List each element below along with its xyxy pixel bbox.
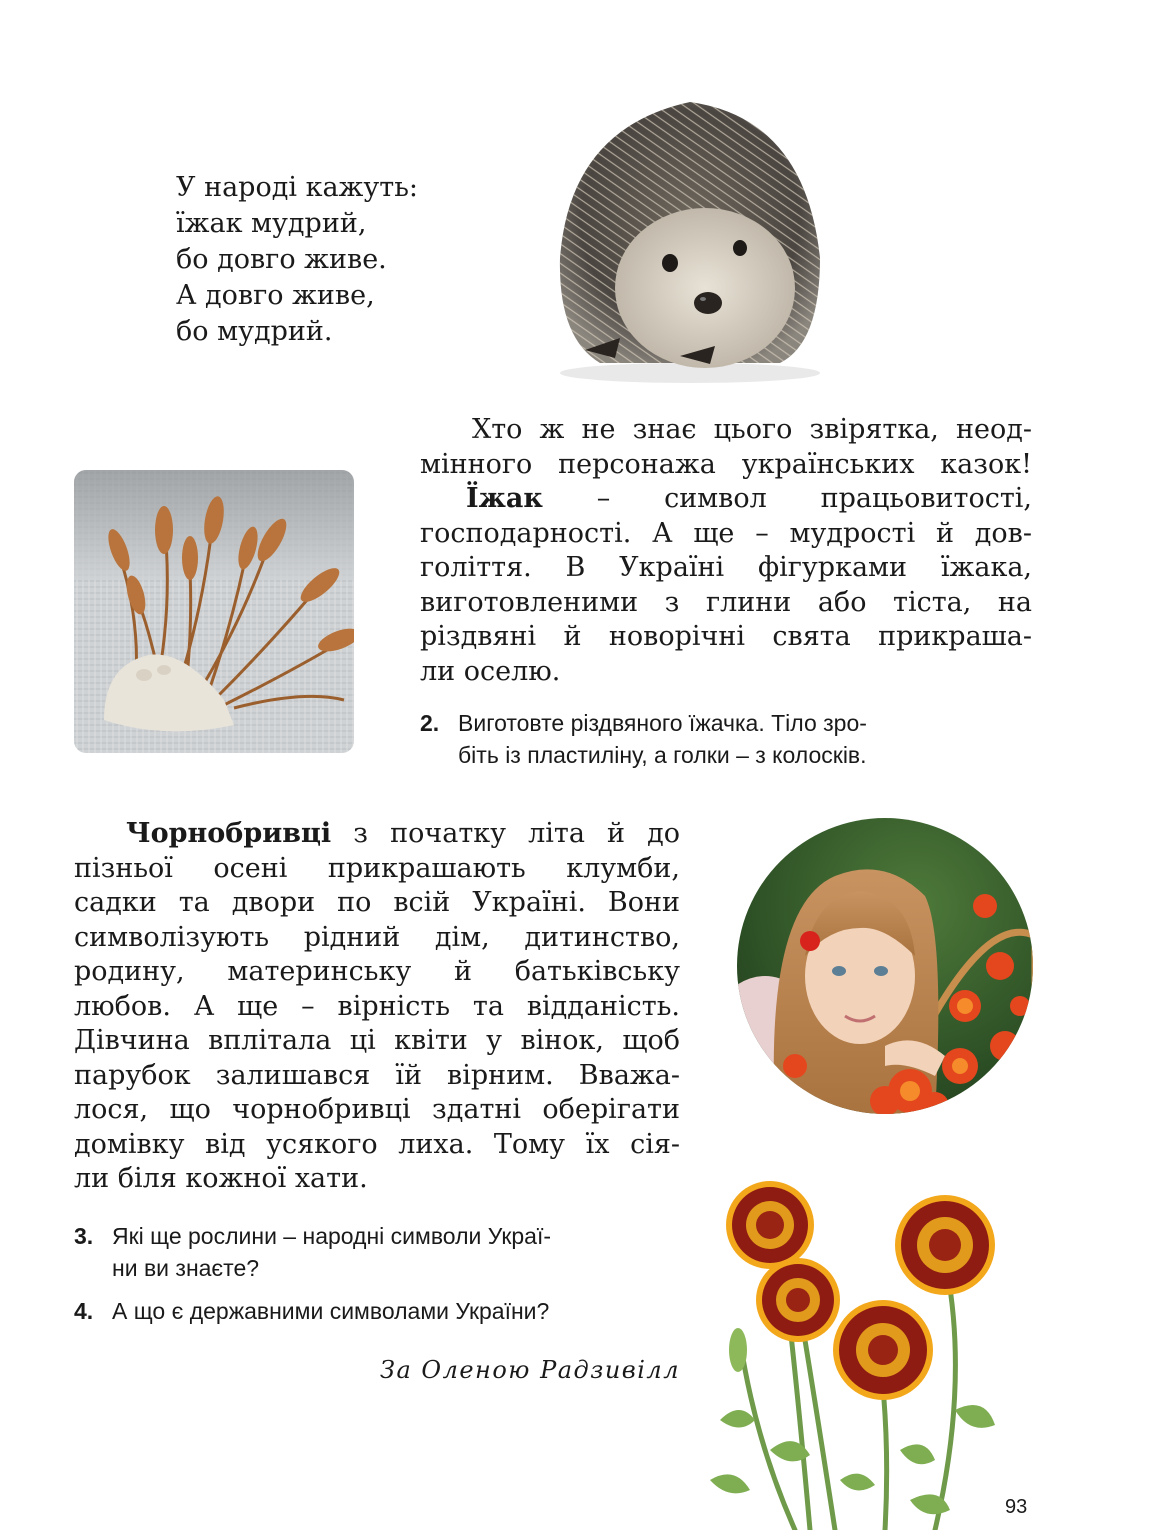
- author-attribution: За Оленою Радзивілл: [380, 1356, 680, 1384]
- marigold-flower: [726, 1181, 814, 1269]
- paragraph-line: любов. А ще – вірність та відданість.: [74, 990, 680, 1022]
- task-2: [420, 707, 1020, 771]
- paragraph-line: ли оселю.: [420, 655, 561, 687]
- proverb-line: бо довго живе.: [176, 244, 387, 275]
- paragraph-line: парубок залишався їй вірним. Вважа-: [74, 1059, 680, 1091]
- paragraph-line: виготовленими з глини або тіста, на: [420, 586, 1032, 618]
- paragraph-line: лося, що чорнобривці здатні оберігати: [74, 1094, 680, 1125]
- paragraph-line: голіття. В Україні фігурками їжака,: [420, 552, 1032, 583]
- bold-term-hedgehog: Їжак: [466, 483, 543, 514]
- proverb-line: бо мудрий.: [176, 316, 333, 347]
- wheat-hedgehog-photo: [74, 470, 354, 753]
- task-number: 2.: [420, 710, 440, 736]
- paragraph-line: пізньої осені прикрашають клумби,: [74, 852, 680, 884]
- task-line: А що є державними символами України?: [112, 1298, 550, 1324]
- bold-term-marigolds: Чорнобривці: [126, 818, 332, 849]
- proverb: [176, 170, 418, 350]
- marigold-flower: [833, 1300, 933, 1400]
- page-number: 93: [1005, 1496, 1028, 1518]
- paragraph-line: [420, 482, 1032, 517]
- task-line: Виготовте різдвяного їжачка. Тіло зро-: [458, 710, 867, 736]
- marigold-flowers-illustration: [700, 1180, 1030, 1530]
- paragraph-line: мінного персонажа українських казок!: [420, 448, 1032, 480]
- task-line: ни ви знаєте?: [112, 1255, 260, 1281]
- paragraph-line: символізують рідний дім, дитинство,: [74, 921, 680, 953]
- task-3: [74, 1220, 684, 1284]
- paragraph-line: Дівчина вплітала ці квіти у вінок, щоб: [74, 1025, 680, 1056]
- marigold-paragraph: [74, 817, 680, 1197]
- paragraph-line-rest: з початку літа й до: [353, 818, 680, 849]
- task-line: біть із пластиліну, а голки – з колосків.: [458, 742, 867, 768]
- marigold-flower: [756, 1258, 840, 1342]
- paragraph-line: [74, 817, 680, 852]
- task-number: 3.: [74, 1223, 94, 1249]
- paragraph-line: домівку від усякого лиха. Тому їх сія-: [74, 1128, 680, 1160]
- task-number: 4.: [74, 1298, 94, 1324]
- paragraph-line: Хто ж не знає цього звірятка, неод-: [472, 414, 1032, 445]
- proverb-line: А довго живе,: [176, 280, 375, 311]
- paragraph-line-rest: – символ працьовитості,: [596, 483, 1032, 514]
- marigold-flower: [895, 1195, 995, 1295]
- proverb-line: їжак мудрий,: [176, 208, 367, 239]
- paragraph-line: ли біля кожної хати.: [74, 1163, 368, 1194]
- task-4: [74, 1295, 684, 1327]
- girl-with-marigolds-photo: [735, 816, 1035, 1116]
- paragraph-line: садки та двори по всій Україні. Вони: [74, 887, 680, 918]
- hedgehog-paragraph: [420, 413, 1032, 689]
- hedgehog-photo: [540, 88, 830, 388]
- paragraph-line: родину, материнську й батьківську: [74, 956, 680, 987]
- proverb-line: У народі кажуть:: [176, 172, 418, 203]
- paragraph-line: господарності. А ще – мудрості й дов-: [420, 517, 1032, 549]
- task-line: Які ще рослини – народні символи Украї-: [112, 1223, 552, 1249]
- paragraph-line: різдвяні й новорічні свята прикраша-: [420, 621, 1032, 652]
